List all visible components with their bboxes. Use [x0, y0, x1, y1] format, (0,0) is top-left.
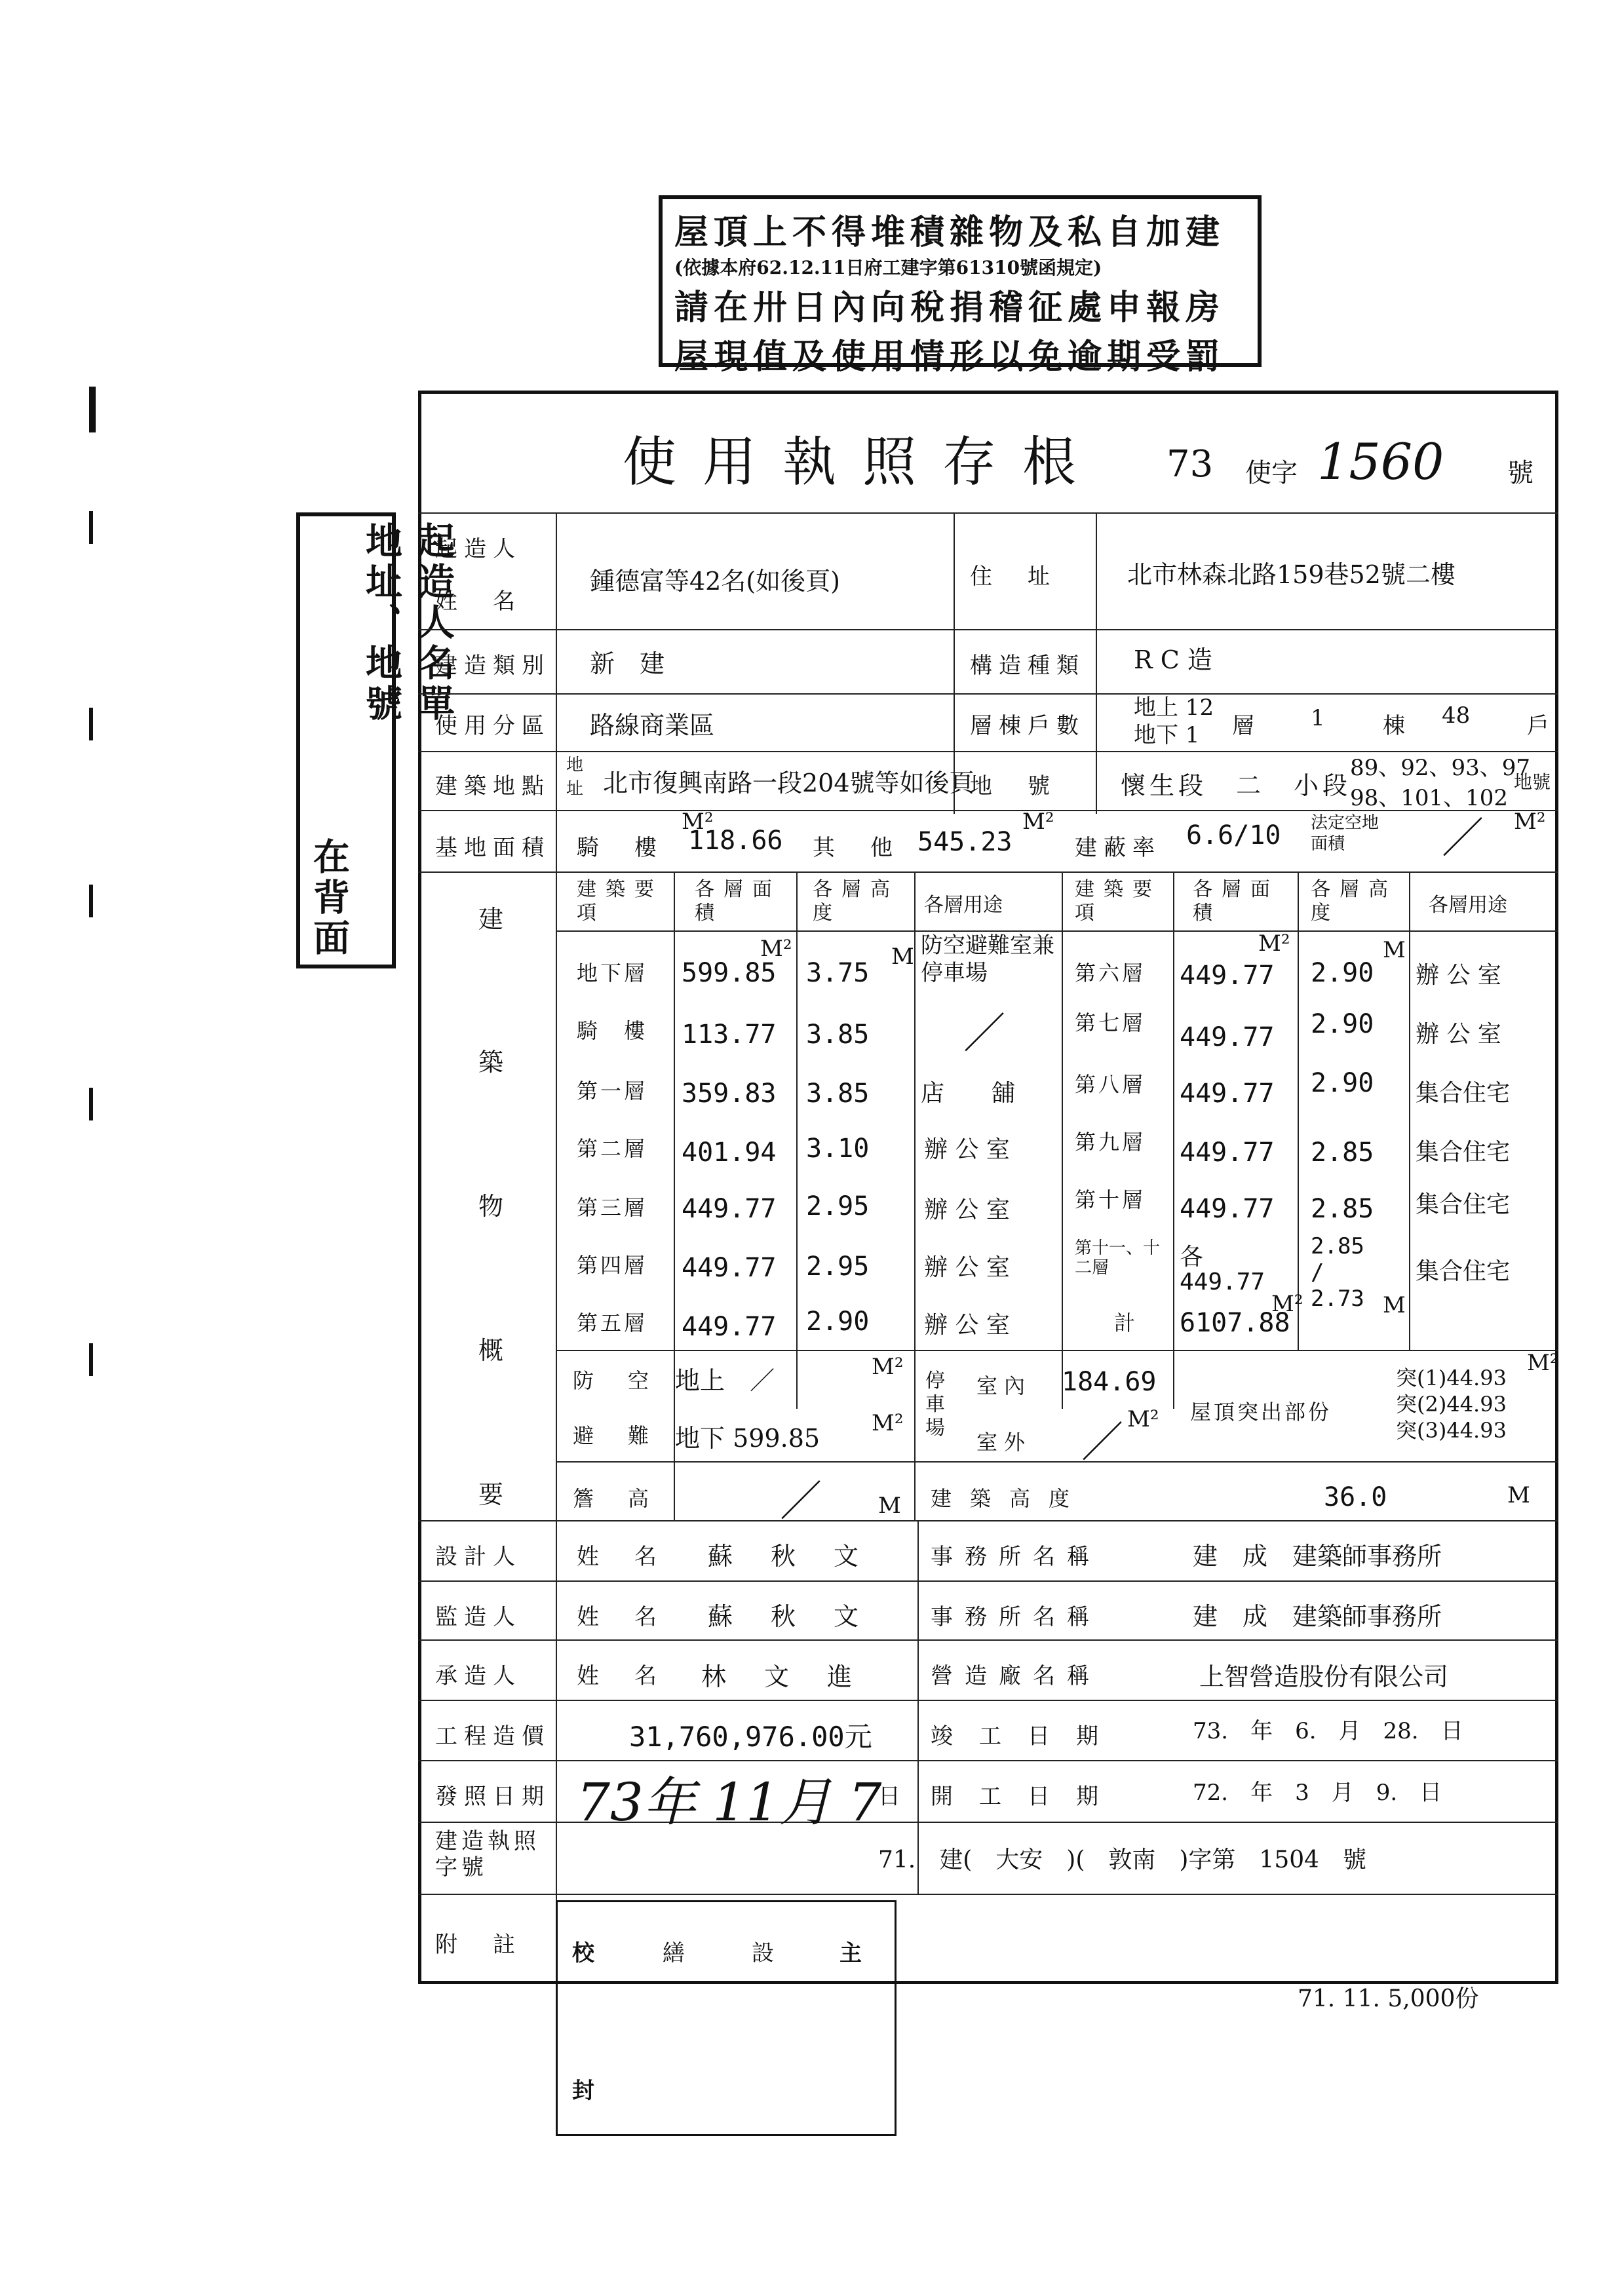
overview-side-char: 要: [478, 1480, 511, 1509]
lot-numbers-1: 89、92、93、97: [1350, 755, 1531, 781]
shelter-above: 地上 ／: [675, 1366, 775, 1395]
permit-year: 73: [1167, 443, 1214, 486]
overview-side-char: 物: [478, 1192, 511, 1221]
build-type-value: 新 建: [590, 649, 665, 678]
site-area-label: 基地面積: [435, 835, 550, 861]
contractor-label: 承造人: [435, 1663, 522, 1689]
floor-area: 各 449.77: [1180, 1244, 1265, 1295]
floor-area: 599.85: [682, 958, 777, 988]
floor-height: 3.10: [806, 1134, 870, 1164]
rule: [418, 1700, 1558, 1701]
floor-use: ／: [963, 1010, 1005, 1058]
overview-side-char: 概: [478, 1336, 511, 1365]
supervisor-name-label: 姓 名: [577, 1604, 663, 1630]
shelter-label-1: 防 空: [573, 1368, 656, 1393]
floor-area: 401.94: [682, 1138, 777, 1168]
floor-area: 449.77: [682, 1194, 777, 1224]
floor-use: 集合住宅: [1416, 1191, 1511, 1218]
contractor-office-label: 營造廠名稱: [931, 1663, 1101, 1689]
floor-use: 辦 公 室: [1416, 962, 1501, 989]
rule: [418, 1580, 1558, 1582]
unit-m: M: [891, 944, 914, 970]
floor-area: 449.77: [1180, 1194, 1275, 1224]
completion-date: 73. 年 6. 月 28. 日: [1193, 1718, 1463, 1744]
floor-name: 第一層: [577, 1079, 648, 1103]
designer-office-label: 事務所名稱: [931, 1544, 1101, 1570]
head-item: 建築要項: [577, 878, 663, 925]
head-item: 建築要項: [1075, 878, 1161, 925]
rule: [418, 1520, 1558, 1521]
print-note: 71. 11. 5,000份: [1298, 1985, 1479, 2012]
eave-value: ／: [780, 1478, 822, 1526]
arcade-label: 騎 樓: [577, 835, 663, 861]
head-area: 各層面積: [695, 878, 781, 925]
floor-height: 3.85: [806, 1079, 870, 1109]
lot-numbers-2: 98、101、102: [1350, 785, 1509, 811]
permit-suffix: 號: [1507, 458, 1533, 488]
lot-suffix: 地號: [1514, 771, 1551, 793]
unit-m2: M²: [1258, 930, 1290, 957]
parking-in-label: 室內: [976, 1373, 1032, 1398]
area-unit: M²: [1514, 809, 1546, 835]
shelter-label-2: 避 難: [573, 1423, 656, 1448]
unit-m2: M²: [1271, 1291, 1303, 1317]
floor-height: 2.85 / 2.73: [1311, 1233, 1364, 1312]
rule: [796, 871, 798, 1409]
unit-m2: M²: [872, 1410, 904, 1436]
area-unit: M²: [1022, 809, 1054, 835]
floors-label: 層棟戶數: [970, 713, 1085, 739]
floor-name: 第八層: [1075, 1072, 1146, 1097]
cost-value: 31,760,976.00元: [629, 1721, 872, 1753]
permit-word: 使字: [1245, 458, 1298, 488]
designer-name: 蘇 秋 文: [708, 1542, 866, 1571]
seal-char: 校: [572, 1940, 594, 1966]
building-count: 1: [1311, 705, 1325, 731]
floor-height: 2.90: [1311, 958, 1374, 988]
legal-open-label: 法定空地面積: [1311, 813, 1379, 854]
side-stamp: [296, 512, 455, 968]
parking-out: ／: [1081, 1419, 1123, 1467]
rule: [418, 629, 1558, 630]
issue-date-handwritten: 73年 11月 7: [577, 1772, 882, 1833]
unit-m2: M²: [760, 936, 792, 962]
floors-below: 地下 1: [1134, 722, 1200, 748]
other-area: 545.23: [917, 827, 1013, 857]
rule: [418, 693, 1558, 695]
parking-out-label: 室外: [976, 1430, 1032, 1455]
floor-height: 3.75: [806, 958, 870, 988]
floor-height: 2.90: [1311, 1068, 1374, 1098]
head-height: 各層高度: [1311, 878, 1397, 925]
unit-m: M: [1383, 1292, 1406, 1318]
contractor-name: 林 文 進: [701, 1662, 859, 1691]
rule: [418, 512, 1558, 514]
issue-date-label: 發照日期: [435, 1784, 550, 1810]
completion-label: 竣工日期: [931, 1723, 1125, 1750]
building-unit: 棟: [1383, 713, 1405, 739]
floor-area: 449.77: [1180, 1079, 1275, 1109]
floor-use: 集合住宅: [1416, 1258, 1511, 1285]
site-address-tag: 地址: [566, 756, 584, 799]
unit-count: 48: [1442, 702, 1471, 729]
side-stamp-col-2: 地址、地號: [360, 522, 403, 725]
floor-name: 第七層: [1075, 1010, 1146, 1035]
binding-mark: [89, 708, 93, 740]
coverage-label: 建蔽率: [1075, 835, 1161, 861]
floor-height: 2.90: [1311, 1009, 1374, 1039]
floor-height: 2.95: [806, 1191, 870, 1221]
floor-area: 449.77: [682, 1312, 777, 1342]
rule: [1096, 512, 1097, 814]
floor-height: 2.85: [1311, 1138, 1374, 1168]
overview-side-char: 建: [478, 905, 511, 934]
start-date-label: 開工日期: [931, 1784, 1125, 1810]
approval-seal-box: [556, 1900, 897, 2136]
building-height-label: 建築高度: [931, 1486, 1089, 1511]
roof-label: 屋頂突出部份: [1190, 1400, 1332, 1425]
side-stamp-col-1: 起造人名單: [412, 522, 455, 725]
start-date: 72. 年 3 月 9. 日: [1193, 1780, 1442, 1806]
license-label: 建造執照字號: [435, 1828, 540, 1881]
supervisor-name: 蘇 秋 文: [708, 1602, 866, 1631]
floor-height: 2.90: [806, 1307, 870, 1337]
binding-mark: [89, 1088, 93, 1120]
seal-char: 封: [572, 2078, 594, 2104]
head-use: 各層用途: [924, 894, 1003, 917]
building-height: 36.0: [1324, 1482, 1387, 1512]
floor-area: 449.77: [1180, 1138, 1275, 1168]
floor-name: 第十一、十二層: [1075, 1238, 1161, 1278]
shelter-below: 地下 599.85: [675, 1424, 820, 1453]
rule: [1062, 871, 1063, 1409]
binding-mark: [89, 511, 93, 544]
owner-label: 起造人: [435, 536, 522, 562]
parking-label: 停車場: [925, 1369, 945, 1440]
side-stamp-col-3: 在背面: [307, 837, 351, 959]
designer-label: 設計人: [435, 1544, 522, 1570]
floor-use: 集合住宅: [1416, 1080, 1511, 1107]
floor-name: 第九層: [1075, 1130, 1146, 1155]
floor-name: 計: [1114, 1311, 1142, 1335]
remarks-label: 附 註: [435, 1932, 522, 1958]
floor-use: 辦 公 室: [924, 1136, 1010, 1163]
binding-mark: [89, 387, 96, 432]
seal-char: 設: [752, 1940, 774, 1966]
supervisor-office: 建 成 建築師事務所: [1193, 1602, 1442, 1631]
floor-use: 辦 公 室: [1416, 1021, 1501, 1048]
binding-mark: [89, 885, 93, 917]
floor-name: 第二層: [577, 1136, 648, 1161]
seal-char: 繕: [663, 1940, 685, 1966]
owner-name-label: 姓 名: [435, 588, 522, 615]
floor-use: 辦 公 室: [924, 1254, 1010, 1281]
floor-area: 449.77: [1180, 1022, 1275, 1052]
floor-use: 防空避難室兼停車場: [921, 932, 1054, 986]
floor-area: 113.77: [682, 1020, 777, 1050]
floor-name: 第四層: [577, 1253, 648, 1278]
binding-mark: [89, 1343, 93, 1376]
floor-use: 集合住宅: [1416, 1139, 1511, 1166]
cost-label: 工程造價: [435, 1723, 550, 1750]
issue-day-unit: 日: [878, 1784, 900, 1810]
rule: [556, 1461, 1558, 1463]
unit-m: M: [878, 1493, 901, 1519]
address-label: 住 址: [970, 564, 1056, 590]
floors-unit: 層: [1232, 713, 1254, 739]
rule: [1173, 871, 1174, 1409]
head-area: 各層面積: [1193, 878, 1279, 925]
head-use: 各層用途: [1429, 894, 1507, 917]
floor-name: 第六層: [1075, 961, 1146, 985]
license-value: 71. 建( 大安 )( 敦南 )字第 1504 號: [878, 1846, 1367, 1873]
rule: [418, 1894, 1558, 1895]
floor-area: 6107.88: [1180, 1308, 1290, 1338]
owner-value: 鍾德富等42名(如後頁): [590, 567, 841, 596]
rule: [556, 1350, 1558, 1351]
head-height: 各層高度: [813, 878, 899, 925]
floor-height: 2.95: [806, 1252, 870, 1282]
rule: [418, 1639, 1558, 1641]
rule: [1409, 871, 1410, 1350]
roof-3: 突(3)44.93: [1396, 1418, 1507, 1443]
unit-m: M: [1383, 937, 1406, 963]
lot-section: 懷生段 二 小段: [1121, 771, 1352, 800]
rule: [556, 512, 557, 1984]
floors-above: 地上 12: [1134, 695, 1214, 721]
rule: [917, 1520, 919, 1894]
stamp-line-3: 請在卅日內向稅捐稽征處申報房: [674, 288, 1225, 328]
structure-label: 構造種類: [970, 653, 1085, 679]
contractor-name-label: 姓 名: [577, 1663, 663, 1689]
seal-char: 主: [839, 1940, 862, 1966]
designer-office: 建 成 建築師事務所: [1193, 1542, 1442, 1571]
floor-area: 359.83: [682, 1079, 777, 1109]
structure-value: R C 造: [1134, 645, 1212, 674]
floor-name: 第三層: [577, 1195, 648, 1220]
notice-stamp: [659, 195, 1262, 377]
floor-name: 騎 樓: [577, 1018, 648, 1043]
stamp-line-2: (依據本府62.12.11日府工建字第61310號函規定): [674, 257, 1102, 278]
supervisor-label: 監造人: [435, 1604, 522, 1630]
parking-in: 184.69: [1062, 1367, 1157, 1397]
form-title: 使用執照存根: [623, 431, 1103, 493]
contractor-office: 上智營造股份有限公司: [1199, 1662, 1449, 1691]
roof-2: 突(2)44.93: [1396, 1392, 1507, 1417]
lot-label: 地 號: [970, 773, 1056, 799]
eave-label: 簷 高: [573, 1486, 656, 1511]
floor-use: 店 舖: [921, 1080, 1016, 1107]
area-unit: M²: [682, 809, 714, 835]
floor-name: 地下層: [577, 961, 648, 985]
floor-height: 3.85: [806, 1020, 870, 1050]
coverage-value: 6.6/10: [1186, 820, 1281, 851]
legal-open-value: ／: [1442, 814, 1484, 863]
floor-name: 第十層: [1075, 1187, 1146, 1212]
site-label: 建築地點: [435, 773, 550, 799]
supervisor-office-label: 事務所名稱: [931, 1604, 1101, 1630]
roof-1: 突(1)44.93: [1396, 1366, 1507, 1390]
unit-m: M: [1507, 1482, 1530, 1508]
designer-name-label: 姓 名: [577, 1544, 663, 1570]
floor-area: 449.77: [682, 1253, 777, 1283]
site-value: 北市復興南路一段204號等如後頁: [603, 769, 974, 797]
zone-value: 路線商業區: [590, 711, 715, 740]
unit-label: 戶: [1527, 713, 1549, 739]
floor-height: 2.85: [1311, 1194, 1374, 1224]
arcade-area: 118.66: [688, 826, 783, 856]
unit-m2: M²: [872, 1354, 904, 1380]
zone-label: 使用分區: [435, 713, 550, 739]
overview-side-char: 築: [478, 1048, 511, 1077]
unit-m2: M²: [1527, 1350, 1559, 1376]
rule: [418, 871, 1558, 873]
address-value: 北市林森北路159巷52號二樓: [1127, 560, 1456, 589]
floor-area: 449.77: [1180, 961, 1275, 991]
floor-use: 辦 公 室: [924, 1196, 1010, 1223]
rule: [1298, 871, 1299, 1350]
permit-number: 1560: [1317, 432, 1444, 491]
unit-m2: M²: [1127, 1406, 1159, 1432]
floor-use: 辦 公 室: [924, 1312, 1010, 1339]
floor-name: 第五層: [577, 1311, 648, 1335]
stamp-line-1: 屋頂上不得堆積雜物及私自加建: [674, 212, 1225, 252]
build-type-label: 建造類別: [435, 653, 550, 679]
rule: [914, 871, 916, 1520]
other-label: 其 他: [813, 835, 899, 861]
stamp-line-4: 屋現值及使用情形以免逾期受罰: [674, 337, 1225, 377]
